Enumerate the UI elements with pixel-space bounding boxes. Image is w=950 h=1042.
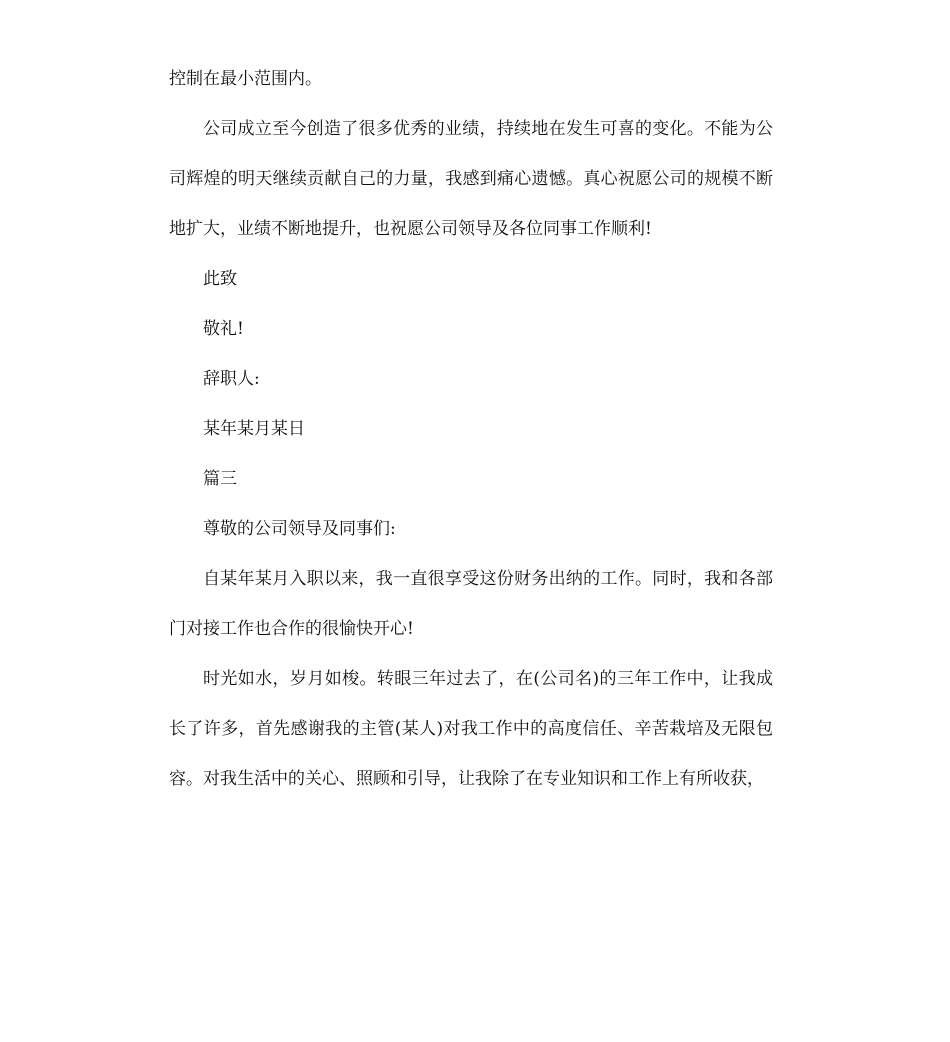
section-heading: 篇三 bbox=[203, 469, 237, 489]
closing-salutation: 此致 bbox=[203, 269, 237, 289]
paragraph-continuation: 控制在最小范围内。 bbox=[169, 69, 322, 89]
document-body bbox=[169, 54, 773, 804]
paragraph-gratitude: 时光如水，岁月如梭。转眼三年过去了，在(公司名)的三年工作中，让我成长了许多，首先感谢我的主管(某人)对我工作中的高度信任、辛苦栽培及无限包容。对我生活中的关心、照顾和引导，让我除了在专业知识和工作上有所收获， bbox=[169, 669, 773, 789]
paragraph-company-wishes: 公司成立至今创造了很多优秀的业绩，持续地在发生可喜的变化。不能为公司辉煌的明天继续贡献自己的力量，我感到痛心遗憾。真心祝愿公司的规模不断地扩大，业绩不断地提升，也祝愿公司领导及各位同事工作顺利! bbox=[169, 119, 773, 239]
signature-date: 某年某月某日 bbox=[203, 419, 305, 439]
signature-label: 辞职人: bbox=[203, 369, 260, 389]
letter-greeting: 尊敬的公司领导及同事们: bbox=[203, 519, 396, 539]
closing-regards: 敬礼! bbox=[203, 319, 244, 339]
paragraph-job-intro: 自某年某月入职以来，我一直很享受这份财务出纳的工作。同时，我和各部门对接工作也合作的很愉快开心! bbox=[169, 569, 773, 639]
